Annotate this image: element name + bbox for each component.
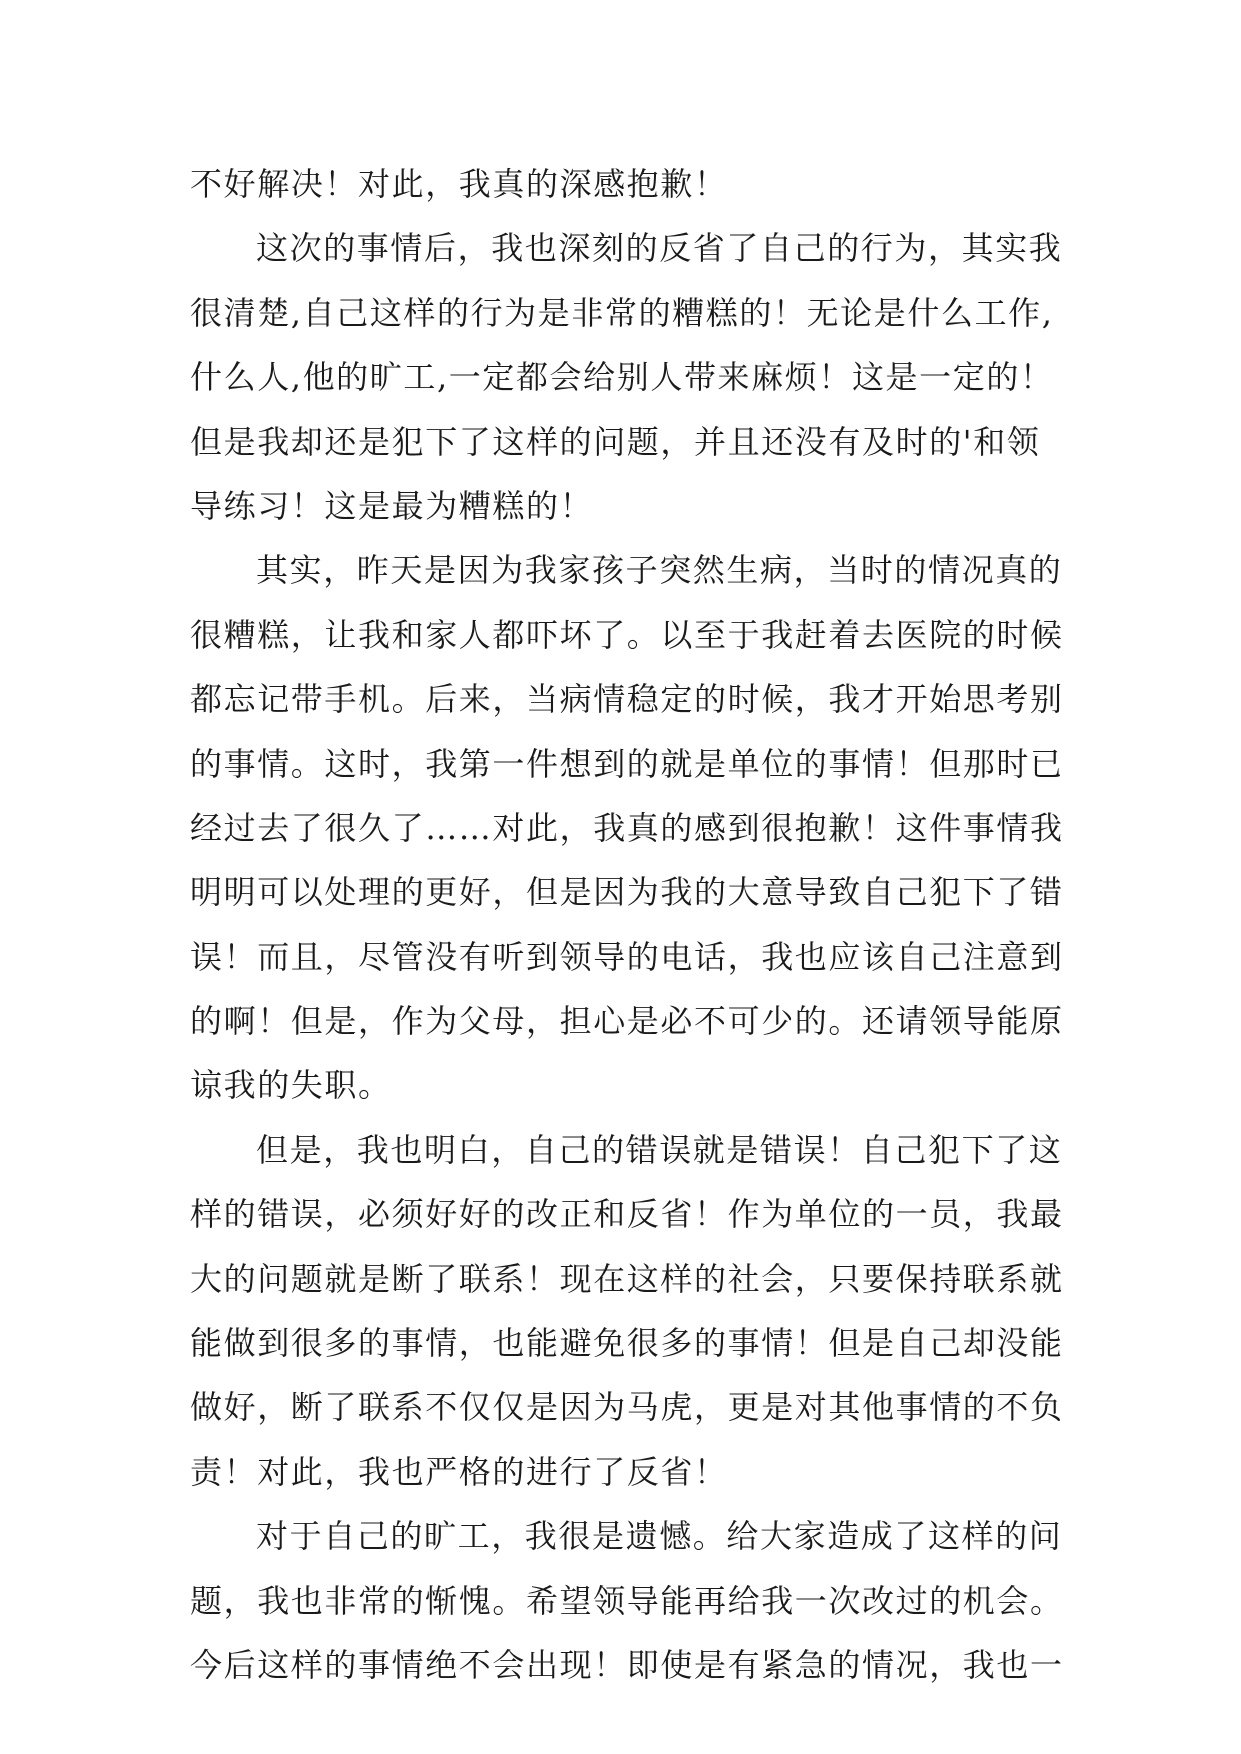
text-line: 大的问题就是断了联系！现在这样的社会，只要保持联系就 (190, 1259, 1064, 1298)
text-line: 都忘记带手机。后来，当病情稳定的时候，我才开始思考别 (190, 680, 1064, 719)
text-line: 做好，断了联系不仅仅是因为马虎，更是对其他事情的不负 (190, 1388, 1064, 1427)
paragraph-start-line: 其实，昨天是因为我家孩子突然生病，当时的情况真的 (256, 551, 1063, 590)
text-line: 很糟糕，让我和家人都吓坏了。以至于我赶着去医院的时候 (190, 615, 1064, 654)
document-body (190, 152, 1090, 1697)
text-line: 题，我也非常的惭愧。希望领导能再给我一次改过的机会。 (190, 1581, 1064, 1620)
text-line: 但是我却还是犯下了这样的问题，并且还没有及时的'和领 (190, 422, 1041, 461)
text-line: 谅我的失职。 (190, 1066, 392, 1105)
text-line: 什么人,他的旷工,一定都会给别人带来麻烦！这是一定的！ (190, 358, 1054, 397)
text-line: 明明可以处理的更好，但是因为我的大意导致自己犯下了错 (190, 873, 1064, 912)
text-line: 今后这样的事情绝不会出现！即使是有紧急的情况，我也一 (190, 1645, 1064, 1684)
text-line: 很清楚,自己这样的行为是非常的糟糕的！无论是什么工作, (190, 293, 1054, 332)
text-line: 样的错误，必须好好的改正和反省！作为单位的一员，我最 (190, 1195, 1064, 1234)
paragraph-start-line: 这次的事情后，我也深刻的反省了自己的行为，其实我 (256, 229, 1063, 268)
text-line: 经过去了很久了……对此，我真的感到很抱歉！这件事情我 (190, 808, 1064, 847)
paragraph-start-line: 对于自己的旷工，我很是遗憾。给大家造成了这样的问 (256, 1517, 1063, 1556)
text-line: 的事情。这时，我第一件想到的就是单位的事情！但那时已 (190, 744, 1064, 783)
text-line: 不好解决！对此，我真的深感抱歉！ (190, 165, 728, 203)
text-line: 导练习！这是最为糟糕的！ (190, 486, 594, 525)
text-line: 能做到很多的事情，也能避免很多的事情！但是自己却没能 (190, 1324, 1064, 1363)
text-line: 责！对此，我也严格的进行了反省！ (190, 1452, 728, 1491)
text-line: 的啊！但是，作为父母，担心是必不可少的。还请领导能原 (190, 1002, 1064, 1041)
paragraph-start-line: 但是，我也明白，自己的错误就是错误！自己犯下了这 (256, 1130, 1063, 1169)
text-line: 误！而且，尽管没有听到领导的电话，我也应该自己注意到 (190, 937, 1064, 976)
